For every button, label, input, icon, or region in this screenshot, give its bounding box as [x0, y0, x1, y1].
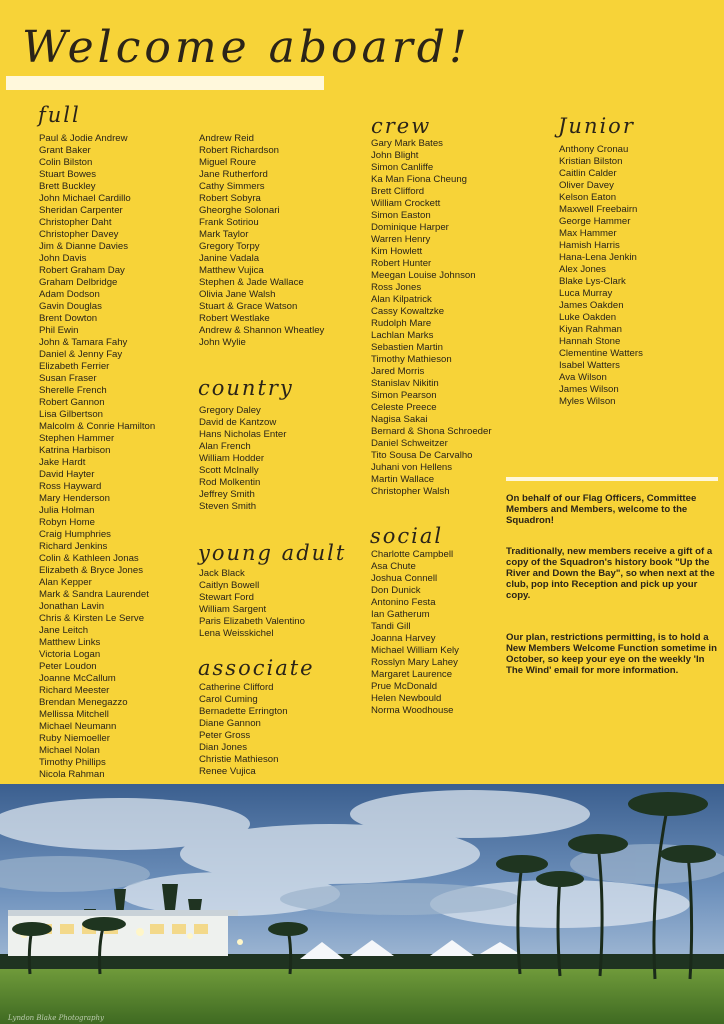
member-name: William Sargent	[199, 604, 267, 615]
member-name: Alan French	[199, 441, 251, 452]
member-name: Dominique Harper	[371, 222, 449, 233]
heading-full: full	[38, 103, 81, 127]
member-name: Miguel Roure	[199, 157, 257, 168]
member-name: Ruby Niemoeller	[39, 733, 110, 744]
member-name: Alex Jones	[559, 264, 606, 275]
heading-crew: crew	[371, 114, 432, 138]
country-members-list	[199, 405, 286, 513]
member-name: Robert Gannon	[39, 397, 105, 408]
member-name: Kiyan Rahman	[559, 324, 622, 335]
member-name: Robert Hunter	[371, 258, 432, 269]
young-adult-members-list	[199, 568, 305, 640]
member-name: Tandi Gill	[371, 621, 411, 632]
member-name: John & Tamara Fahy	[39, 337, 128, 348]
heading-associate: associate	[198, 656, 315, 680]
member-name: Christopher Walsh	[371, 486, 450, 497]
member-name: Matthew Links	[39, 637, 101, 648]
member-name: John Blight	[371, 150, 419, 161]
info-paragraph-welcome: On behalf of our Flag Officers, Committee Members and Members, welcome to the Squadron!	[506, 493, 697, 526]
member-name: Christie Mathieson	[199, 754, 279, 765]
member-name: Andrew Reid	[199, 133, 254, 144]
member-name: Colin Bilston	[39, 157, 93, 168]
member-name: Richard Meester	[39, 685, 110, 696]
heading-young-adult: young adult	[198, 541, 347, 565]
member-name: Stuart & Grace Watson	[199, 301, 298, 312]
member-name: Kim Howlett	[371, 246, 423, 257]
member-name: Isabel Watters	[559, 360, 620, 371]
member-name: Robert Sobyra	[199, 193, 261, 204]
member-name: Anthony Cronau	[559, 144, 629, 155]
member-name: Timothy Mathieson	[371, 354, 452, 365]
member-name: Stuart Bowes	[39, 169, 97, 180]
member-name: Robyn Home	[39, 517, 95, 528]
member-name: Max Hammer	[559, 228, 617, 239]
member-name: Jeffrey Smith	[199, 489, 255, 500]
member-name: Brett Buckley	[39, 181, 96, 192]
info-paragraph-welcome-function: Our plan, restrictions permitting, is to hold a New Members Welcome Function sometime in October, so keep your eye on the weekly 'In The Wind' email for more information.	[506, 632, 717, 676]
member-name: Ka Man Fiona Cheung	[371, 174, 467, 185]
member-name: Margaret Laurence	[371, 669, 453, 680]
page-title: Welcome aboard!	[22, 22, 471, 73]
member-name: Gary Mark Bates	[371, 138, 443, 149]
member-name: Alan Kepper	[39, 577, 92, 588]
member-name: Simon Canliffe	[371, 162, 434, 173]
member-name: Michael Nolan	[39, 745, 100, 756]
member-name: Oliver Davey	[559, 180, 614, 191]
member-name: Gregory Torpy	[199, 241, 260, 252]
member-name: Sherelle French	[39, 385, 107, 396]
heading-social: social	[370, 524, 444, 548]
member-name: Bernard & Shona Schroeder	[371, 426, 492, 437]
member-name: Alan Kilpatrick	[371, 294, 432, 305]
member-name: Jared Morris	[371, 366, 425, 377]
member-name: Jake Hardt	[39, 457, 86, 468]
member-name: Timothy Phillips	[39, 757, 106, 768]
member-name: Andrew & Shannon Wheatley	[199, 325, 325, 336]
member-name: Rosslyn Mary Lahey	[371, 657, 458, 668]
member-name: Sheridan Carpenter	[39, 205, 123, 216]
member-name: Celeste Preece	[371, 402, 437, 413]
member-name: Brett Clifford	[371, 186, 425, 197]
member-name: Richard Jenkins	[39, 541, 108, 552]
photo-credit: Lyndon Blake Photography	[8, 1014, 104, 1022]
member-name: Jane Rutherford	[199, 169, 268, 180]
member-name: John Davis	[39, 253, 87, 264]
member-name: James Wilson	[559, 384, 619, 395]
member-name: Hamish Harris	[559, 240, 620, 251]
member-name: Adam Dodson	[39, 289, 100, 300]
member-name: Lisa Gilbertson	[39, 409, 103, 420]
member-name: Frank Sotiriou	[199, 217, 259, 228]
member-name: Simon Easton	[371, 210, 431, 221]
member-name: David de Kantzow	[199, 417, 277, 428]
member-name: Warren Henry	[371, 234, 431, 245]
member-name: Rudolph Mare	[371, 318, 432, 329]
member-name: Kelson Eaton	[559, 192, 617, 203]
full-members-list-col1	[39, 133, 155, 781]
member-name: Peter Gross	[199, 730, 251, 741]
heading-junior: Junior	[558, 114, 635, 138]
member-name: Phil Ewin	[39, 325, 79, 336]
member-name: Elizabeth & Bryce Jones	[39, 565, 143, 576]
member-name: Nagisa Sakai	[371, 414, 428, 425]
member-name: Jonathan Lavin	[39, 601, 105, 612]
member-name: Christopher Daht	[39, 217, 112, 228]
member-name: Paris Elizabeth Valentino	[199, 616, 305, 627]
member-name: Antonino Festa	[371, 597, 436, 608]
info-divider	[506, 477, 718, 481]
member-name: Jane Leitch	[39, 625, 89, 636]
member-name: Paul & Jodie Andrew	[39, 133, 128, 144]
member-name: Christopher Davey	[39, 229, 119, 240]
member-name: Carol Cuming	[199, 694, 258, 705]
member-name: Meegan Louise Johnson	[371, 270, 476, 281]
member-name: Sebastien Martin	[371, 342, 443, 353]
member-name: Gheorghe Solonari	[199, 205, 280, 216]
member-name: Hans Nicholas Enter	[199, 429, 287, 440]
member-name: Caitlin Calder	[559, 168, 617, 179]
member-name: Mary Henderson	[39, 493, 110, 504]
member-name: Helen Newbould	[371, 693, 442, 704]
info-paragraph-history-book: Traditionally, new members receive a gift of a copy of the Squadron's history book "Up the River and Down the Bay", so when next at the club, pop into Reception and pick up your copy.	[506, 546, 715, 601]
member-name: Blake Lys-Clark	[559, 276, 626, 287]
member-name: Myles Wilson	[559, 396, 616, 407]
member-name: John Michael Cardillo	[39, 193, 131, 204]
social-members-list	[371, 549, 459, 717]
member-name: Mark & Sandra Laurendet	[39, 589, 149, 600]
member-name: Simon Pearson	[371, 390, 437, 401]
member-name: Lachlan Marks	[371, 330, 434, 341]
member-name: Colin & Kathleen Jonas	[39, 553, 139, 564]
member-name: Jim & Dianne Davies	[39, 241, 129, 252]
member-name: Stephen Hammer	[39, 433, 115, 444]
member-name: Maxwell Freebairn	[559, 204, 638, 215]
member-name: Hannah Stone	[559, 336, 621, 347]
member-name: Chris & Kirsten Le Serve	[39, 613, 145, 624]
title-underline	[6, 76, 324, 90]
member-name: Tito Sousa De Carvalho	[371, 450, 473, 461]
member-name: Matthew Vujica	[199, 265, 264, 276]
member-name: Ross Hayward	[39, 481, 102, 492]
junior-members-list	[559, 144, 643, 408]
member-name: Nicola Rahman	[39, 769, 105, 780]
member-name: Prue McDonald	[371, 681, 438, 692]
member-name: Joanna Harvey	[371, 633, 436, 644]
member-name: Asa Chute	[371, 561, 416, 572]
member-name: Charlotte Campbell	[371, 549, 454, 560]
member-name: Dian Jones	[199, 742, 247, 753]
member-name: Joanne McCallum	[39, 673, 116, 684]
member-name: Michael William Kely	[371, 645, 459, 656]
member-name: Lena Weisskichel	[199, 628, 274, 639]
member-name: Stewart Ford	[199, 592, 254, 603]
member-name: Janine Vadala	[199, 253, 260, 264]
member-name: Gavin Douglas	[39, 301, 102, 312]
member-name: John Wylie	[199, 337, 246, 348]
member-name: Bernadette Errington	[199, 706, 288, 717]
member-name: Stanislav Nikitin	[371, 378, 439, 389]
member-name: Hana-Lena Jenkin	[559, 252, 637, 263]
member-name: Ian Gatherum	[371, 609, 430, 620]
member-name: Robert Richardson	[199, 145, 279, 156]
member-name: David Hayter	[39, 469, 95, 480]
member-name: Daniel Schweitzer	[371, 438, 448, 449]
member-name: Ava Wilson	[559, 372, 607, 383]
member-name: Caitlyn Bowell	[199, 580, 260, 591]
member-name: Peter Loudon	[39, 661, 97, 672]
member-name: Kristian Bilston	[559, 156, 623, 167]
member-name: Scott McInally	[199, 465, 259, 476]
clubhouse-photo	[0, 784, 724, 1024]
member-name: Don Dunick	[371, 585, 421, 596]
member-name: Ross Jones	[371, 282, 422, 293]
member-name: Malcolm & Conrie Hamilton	[39, 421, 156, 432]
member-name: Clementine Watters	[559, 348, 643, 359]
member-name: Stephen & Jade Wallace	[199, 277, 304, 288]
member-name: Daniel & Jenny Fay	[39, 349, 123, 360]
member-name: Gregory Daley	[199, 405, 261, 416]
member-name: Robert Graham Day	[39, 265, 125, 276]
member-name: Grant Baker	[39, 145, 91, 156]
member-name: Graham Delbridge	[39, 277, 118, 288]
member-name: Craig Humphries	[39, 529, 111, 540]
member-name: Cassy Kowaltzke	[371, 306, 445, 317]
member-name: Mellissa Mitchell	[39, 709, 109, 720]
member-name: Martin Wallace	[371, 474, 435, 485]
member-name: Cathy Simmers	[199, 181, 265, 192]
crew-members-list	[371, 138, 492, 498]
member-name: Diane Gannon	[199, 718, 261, 729]
member-name: Luca Murray	[559, 288, 613, 299]
member-name: Susan Fraser	[39, 373, 97, 384]
member-name: Victoria Logan	[39, 649, 101, 660]
member-name: Elizabeth Ferrier	[39, 361, 110, 372]
member-name: Juhani von Hellens	[371, 462, 453, 473]
member-name: Michael Neumann	[39, 721, 117, 732]
member-name: Norma Woodhouse	[371, 705, 454, 716]
member-name: Rod Molkentin	[199, 477, 261, 488]
member-name: Robert Westlake	[199, 313, 270, 324]
associate-members-list	[199, 682, 288, 778]
member-name: William Crockett	[371, 198, 441, 209]
full-members-list-col2	[199, 133, 324, 349]
member-name: James Oakden	[559, 300, 624, 311]
member-name: George Hammer	[559, 216, 631, 227]
member-name: Joshua Connell	[371, 573, 438, 584]
member-name: Olivia Jane Walsh	[199, 289, 276, 300]
member-name: Brent Dowton	[39, 313, 98, 324]
member-name: Jack Black	[199, 568, 245, 579]
member-name: Mark Taylor	[199, 229, 249, 240]
member-name: Catherine Clifford	[199, 682, 274, 693]
member-name: Brendan Menegazzo	[39, 697, 128, 708]
member-name: Luke Oakden	[559, 312, 617, 323]
member-name: Katrina Harbison	[39, 445, 111, 456]
heading-country: country	[198, 376, 294, 400]
member-name: Renee Vujica	[199, 766, 256, 777]
member-name: William Hodder	[199, 453, 265, 464]
member-name: Steven Smith	[199, 501, 257, 512]
member-name: Julia Holman	[39, 505, 95, 516]
